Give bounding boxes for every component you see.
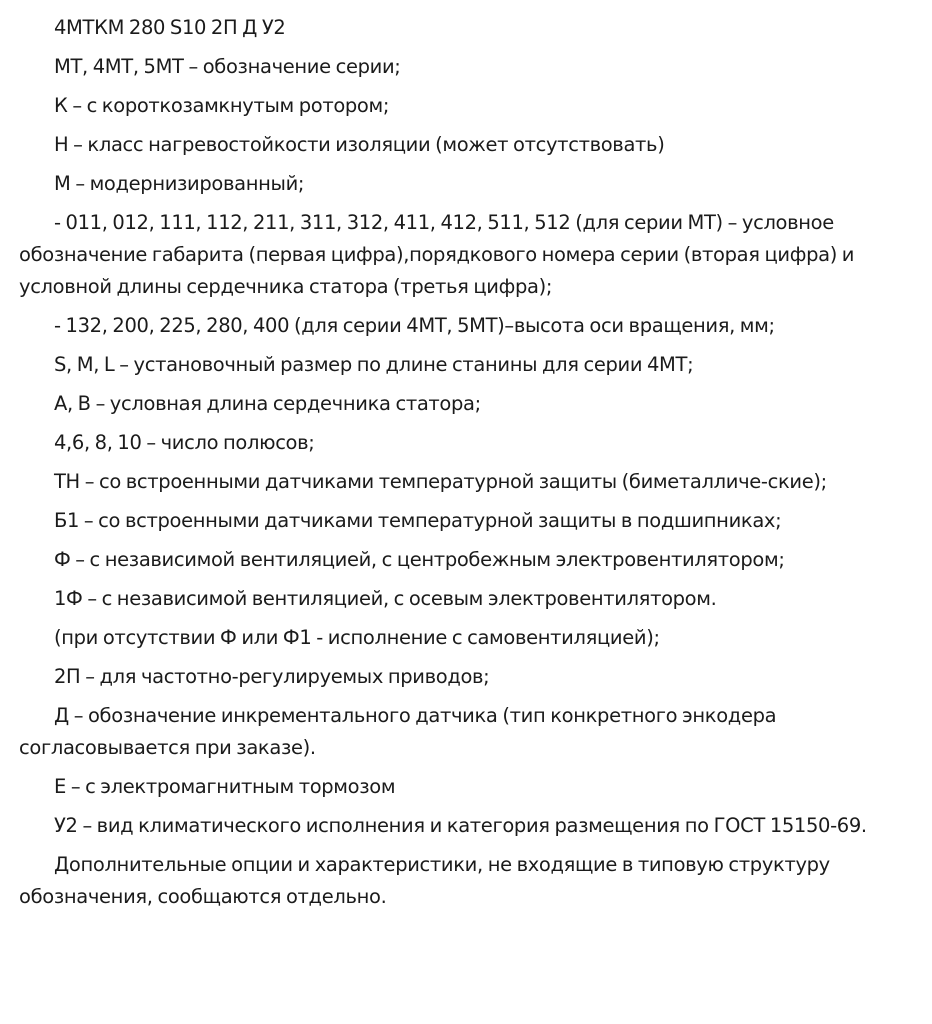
stator-length-definition: А, В – условная длина сердечника статора; <box>54 392 481 415</box>
mounting-size-definition: S, M, L – установочный размер по длине станины для серии 4МТ; <box>54 353 694 376</box>
document-body <box>19 12 913 913</box>
bearing-sensors-definition: Б1 – со встроенными датчиками температурной защиты в подшипниках; <box>54 509 782 532</box>
poles-definition: 4,6, 8, 10 – число полюсов; <box>54 431 315 454</box>
self-ventilation-note: (при отсутствии Ф или Ф1 - исполнение с самовентиляцией); <box>54 626 660 649</box>
shaft-height-definition: - 132, 200, 225, 280, 400 (для серии 4МТ, 5МТ)–высота оси вращения, мм; <box>54 314 775 337</box>
thermal-sensors-definition: ТН – со встроенными датчиками температурной защиты (биметалличе-ские); <box>54 470 827 493</box>
axial-fan-definition: 1Ф – с независимой вентиляцией, с осевым электровентилятором. <box>54 587 717 610</box>
frame-size-definition: - 011, 012, 111, 112, 211, 311, 312, 411, 412, 511, 512 (для серии МТ) – условное обозначение габарита (первая цифра),порядкового номера серии (вторая цифра) и условной длины сердечника статора (третья цифра); <box>19 211 855 298</box>
modernized-definition: М – модернизированный; <box>54 172 305 195</box>
centrifugal-fan-definition: Ф – с независимой вентиляцией, с центробежным электровентилятором; <box>54 548 785 571</box>
insulation-class-definition: Н – класс нагревостойкости изоляции (может отсутствовать) <box>54 133 665 156</box>
climate-definition: У2 – вид климатического исполнения и категория размещения по ГОСТ 15150-69. <box>54 814 867 837</box>
additional-options-note: Дополнительные опции и характеристики, не входящие в типовую структуру обозначения, сообщаются отдельно. <box>19 853 830 908</box>
brake-definition: Е – с электромагнитным тормозом <box>54 775 396 798</box>
model-designation: 4МТКМ 280 S10 2П Д У2 <box>54 16 286 39</box>
encoder-definition: Д – обозначение инкрементального датчика (тип конкретного энкодера согласовывается при заказе). <box>19 704 777 759</box>
vfd-definition: 2П – для частотно-регулируемых приводов; <box>54 665 490 688</box>
series-definition: МТ, 4МТ, 5МТ – обозначение серии; <box>54 55 401 78</box>
rotor-definition: К – с короткозамкнутым ротором; <box>54 94 390 117</box>
